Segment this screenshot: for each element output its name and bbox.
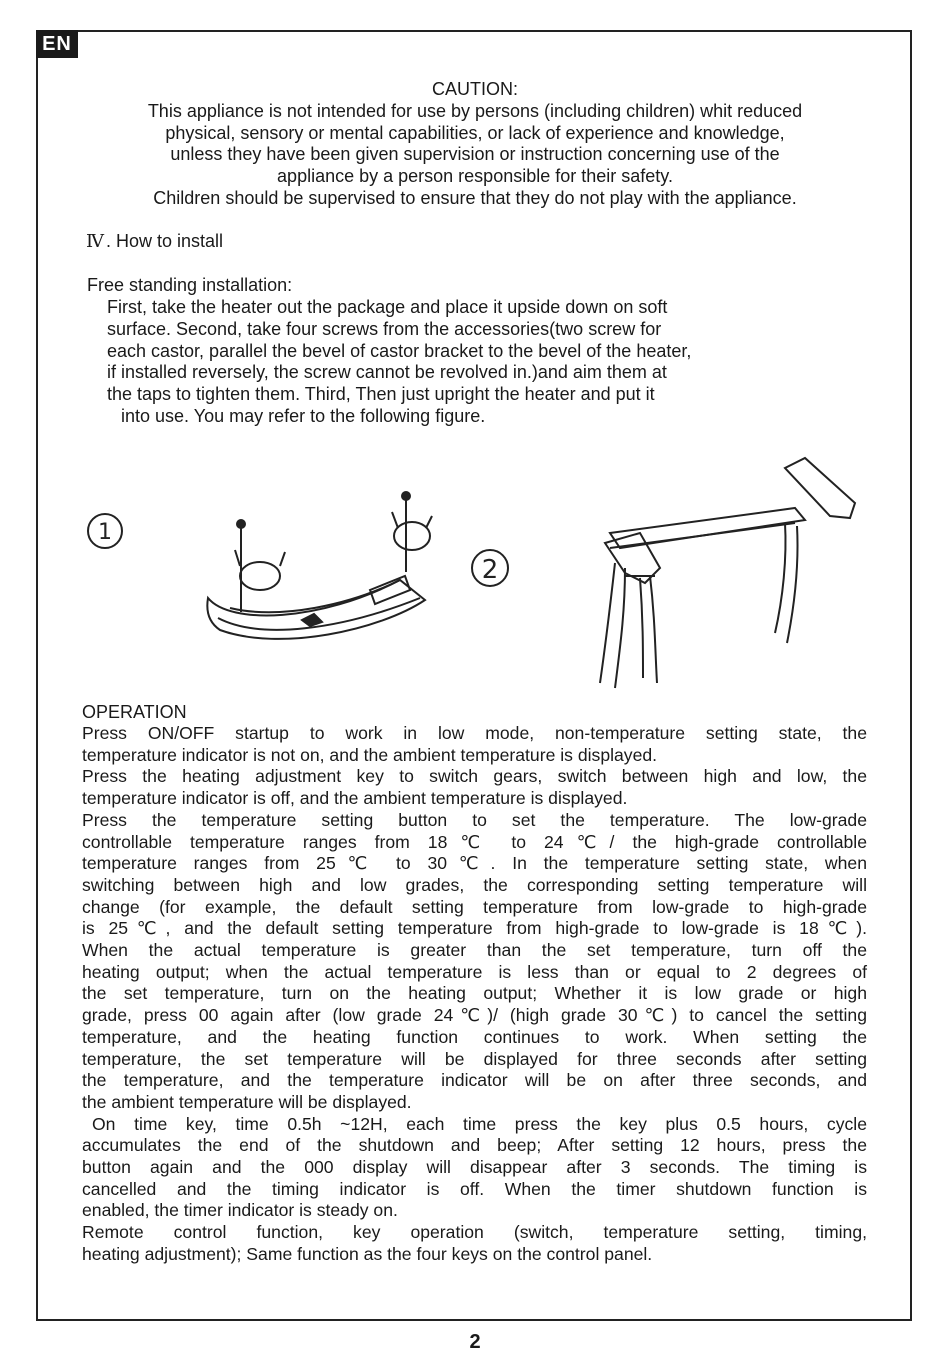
free-standing-instructions: [107, 297, 827, 428]
operation-line: switching between high and low grades, the corresponding setting temperature will: [82, 874, 867, 895]
page-number: 2: [469, 1331, 481, 1353]
operation-line: When the actual temperature is greater than the set temperature, turn off the: [82, 940, 867, 961]
operation-line: is 25℃, and the default setting temperature from high-grade to low-grade is 18℃).: [82, 918, 867, 939]
operation-line: the set temperature, turn on the heating output; Whether it is low grade or high: [82, 983, 867, 1004]
caution-block: [60, 79, 890, 210]
operation-line: Remote control function, key operation (switch, temperature setting, timing,: [82, 1222, 867, 1243]
caution-line: physical, sensory or mental capabilities, or lack of experience and knowledge,: [165, 122, 785, 143]
operation-line: temperature indicator is off, and the ambient temperature is displayed.: [82, 788, 628, 809]
operation-line: grade, press 00 again after (low grade 24℃)/ (high grade 30℃) to cancel the setting: [82, 1005, 867, 1026]
instruction-line: into use. You may refer to the following figure.: [121, 405, 486, 426]
figure-2-upright-heater: [465, 448, 885, 693]
caution-line: Children should be supervised to ensure that they do not play with the appliance.: [153, 187, 797, 208]
operation-line: temperature, the set temperature will be displayed for three seconds after setting: [82, 1048, 867, 1069]
operation-line: the temperature, and the temperature indicator will be on after three seconds, and: [82, 1070, 867, 1091]
caution-line: appliance by a person responsible for their safety.: [277, 166, 673, 187]
operation-line: temperature ranges from 25℃ to 30℃. In the temperature setting state, when: [82, 853, 867, 874]
operation-line: button again and the 000 display will disappear after 3 seconds. The timing is: [82, 1157, 867, 1178]
caution-line: unless they have been given supervision or instruction concerning use of the: [170, 144, 780, 165]
operation-line: temperature, and the heating function continues to work. When setting the: [82, 1026, 867, 1047]
caution-title: CAUTION:: [431, 79, 518, 99]
language-tag: EN: [36, 30, 78, 58]
figure-1-marker: [88, 514, 122, 548]
operation-line: controllable temperature ranges from 18℃ to 24℃/ the high-grade controllable: [82, 831, 867, 852]
instruction-line: the taps to tighten them. Third, Then just upright the heater and put it: [107, 384, 655, 405]
figure-2-marker: [472, 550, 508, 586]
operation-text: [82, 723, 867, 1266]
operation-title: OPERATION: [82, 702, 187, 722]
figure-1-castor-install: [80, 480, 460, 670]
svg-text:2: 2: [481, 555, 499, 585]
operation-line: On time key, time 0.5h ~12H, each time press the key plus 0.5 hours, cycle: [92, 1113, 867, 1134]
section-title: . How to install: [105, 231, 224, 251]
section-heading: [86, 231, 223, 252]
section-numeral: Ⅳ: [86, 231, 104, 252]
free-standing-title: Free standing installation:: [87, 275, 293, 295]
instruction-line: First, take the heater out the package and place it upside down on soft: [107, 297, 668, 317]
operation-line: change (for example, the default setting temperature from low-grade to high-grade: [82, 896, 867, 917]
svg-text:1: 1: [98, 520, 112, 545]
operation-line: heating output; when the actual temperature is less than or equal to 2 degrees of: [82, 961, 867, 982]
operation-line: heating adjustment); Same function as the four keys on the control panel.: [82, 1243, 653, 1264]
operation-line: the ambient temperature will be displayed.: [82, 1091, 412, 1112]
instruction-line: each castor, parallel the bevel of castor bracket to the bevel of the heater,: [107, 340, 692, 361]
operation-line: Press the heating adjustment key to switch gears, switch between high and low, the: [82, 766, 867, 787]
operation-line: temperature indicator is not on, and the ambient temperature is displayed.: [82, 744, 658, 765]
operation-line: Press the temperature setting button to set the temperature. The low-grade: [82, 809, 867, 830]
instruction-line: if installed reversely, the screw cannot be revolved in.)and aim them at: [107, 362, 667, 383]
operation-line: cancelled and the timing indicator is off. When the timer shutdown function is: [82, 1178, 867, 1199]
caution-line: This appliance is not intended for use by persons (including children) whit reduced: [147, 100, 803, 121]
screw-drawing: [237, 492, 410, 612]
stand-drawing: [600, 458, 855, 688]
operation-line: accumulates the end of the shutdown and beep; After setting 12 hours, press the: [82, 1135, 867, 1156]
instruction-line: surface. Second, take four screws from the accessories(two screw for: [107, 318, 662, 339]
operation-line: Press ON/OFF startup to work in low mode, non-temperature setting state, the: [82, 723, 867, 743]
operation-line: enabled, the timer indicator is steady on.: [82, 1200, 398, 1221]
